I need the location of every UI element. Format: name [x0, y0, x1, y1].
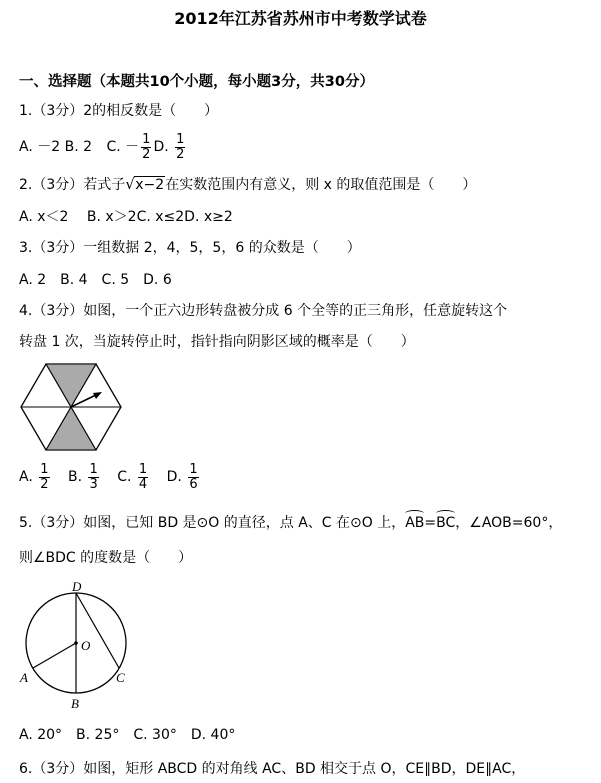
- fraction-numerator: 1: [138, 462, 148, 477]
- q4-stem-line1: 4.（3分）如图，一个正六边形转盘被分成 6 个全等的正三角形，任意旋转这个: [19, 303, 508, 319]
- q1-option-c-prefix: C. －: [106, 139, 140, 156]
- label-a: A: [20, 670, 28, 685]
- q1-option-b: B. 2: [64, 139, 93, 156]
- page-title: 2012年江苏省苏州市中考数学试卷: [174, 9, 427, 28]
- fraction-denominator: 3: [89, 476, 98, 492]
- q4-options: [19, 463, 201, 491]
- q1-options: [19, 133, 187, 161]
- q1-stem: 1.（3分）2的相反数是（ ）: [19, 103, 219, 119]
- label-d: D: [72, 579, 82, 594]
- q4-option-b-fraction: [88, 463, 98, 491]
- label-b: B: [71, 696, 79, 711]
- q5-options: A. 20° B. 25° C. 30° D. 40°: [19, 727, 236, 743]
- q4-option-b-label: B.: [67, 469, 83, 486]
- label-c: C: [116, 670, 125, 685]
- fraction-denominator: 2: [40, 476, 49, 492]
- q2-stem-pre: 2.（3分）若式子: [19, 177, 126, 193]
- q4-stem-line2: 转盘 1 次，当旋转停止时，指针指向阴影区域的概率是（ ）: [19, 334, 415, 350]
- equals-sign: =: [424, 515, 437, 531]
- q4-option-d-fraction: [188, 463, 198, 491]
- q1-option-a: A. －2: [19, 139, 61, 156]
- section-heading: 一、选择题（本题共10个小题，每小题3分，共30分）: [19, 74, 374, 90]
- q4-option-c-label: C.: [117, 469, 132, 486]
- q1-option-d-prefix: D.: [153, 139, 169, 156]
- radius-oa: [33, 643, 76, 668]
- sqrt-radicand: x−2: [135, 177, 165, 193]
- q4-option-c-fraction: [138, 463, 148, 491]
- fraction-numerator: 1: [89, 462, 98, 477]
- label-o: O: [81, 638, 91, 653]
- fraction-numerator: 1: [142, 132, 151, 147]
- q5-stem-pre: 5.（3分）如图，已知 BD 是⊙O 的直径，点 A、C 在⊙O 上，: [19, 515, 406, 531]
- q3-options: A. 2 B. 4 C. 5 D. 6: [19, 272, 172, 288]
- chord-dc: [76, 593, 119, 668]
- q2-options: A. x＜2 B. x＞2C. x≤2D. x≥2: [19, 209, 233, 225]
- q5-stem-post: ，∠AOB=60°，: [455, 515, 563, 531]
- circle-diameter-figure: [14, 578, 144, 713]
- q2-stem-post: 在实数范围内有意义，则 x 的取值范围是（ ）: [165, 177, 477, 193]
- fraction-denominator: 2: [176, 146, 185, 162]
- sqrt-expression: [125, 177, 165, 193]
- hexagon-spinner-figure: [18, 360, 128, 455]
- q4-option-a-label: A.: [19, 469, 33, 486]
- arc-ab: AB: [405, 515, 425, 531]
- center-point: [74, 641, 78, 645]
- q5-stem-line2: 则∠BDC 的度数是（ ）: [19, 550, 193, 566]
- q2-stem: [19, 174, 476, 194]
- fraction-denominator: 2: [142, 146, 151, 162]
- q5-stem-line1: [19, 512, 562, 532]
- q4-option-a-fraction: [39, 463, 49, 491]
- q6-stem: 6.（3分）如图，矩形 ABCD 的对角线 AC、BD 相交于点 O，CE∥BD，DE∥AC，: [19, 761, 526, 777]
- fraction-numerator: 1: [176, 132, 185, 147]
- fraction-denominator: 6: [189, 476, 198, 492]
- fraction-numerator: 1: [40, 462, 49, 477]
- q1-option-d-fraction: [175, 133, 185, 161]
- fraction-numerator: 1: [189, 462, 198, 477]
- fraction-denominator: 4: [138, 476, 148, 492]
- q3-stem: 3.（3分）一组数据 2，4，5，5，6 的众数是（ ）: [19, 240, 361, 256]
- q1-option-c-fraction: [141, 133, 151, 161]
- q4-option-d-label: D.: [166, 469, 182, 486]
- arc-bc: BC: [436, 515, 456, 531]
